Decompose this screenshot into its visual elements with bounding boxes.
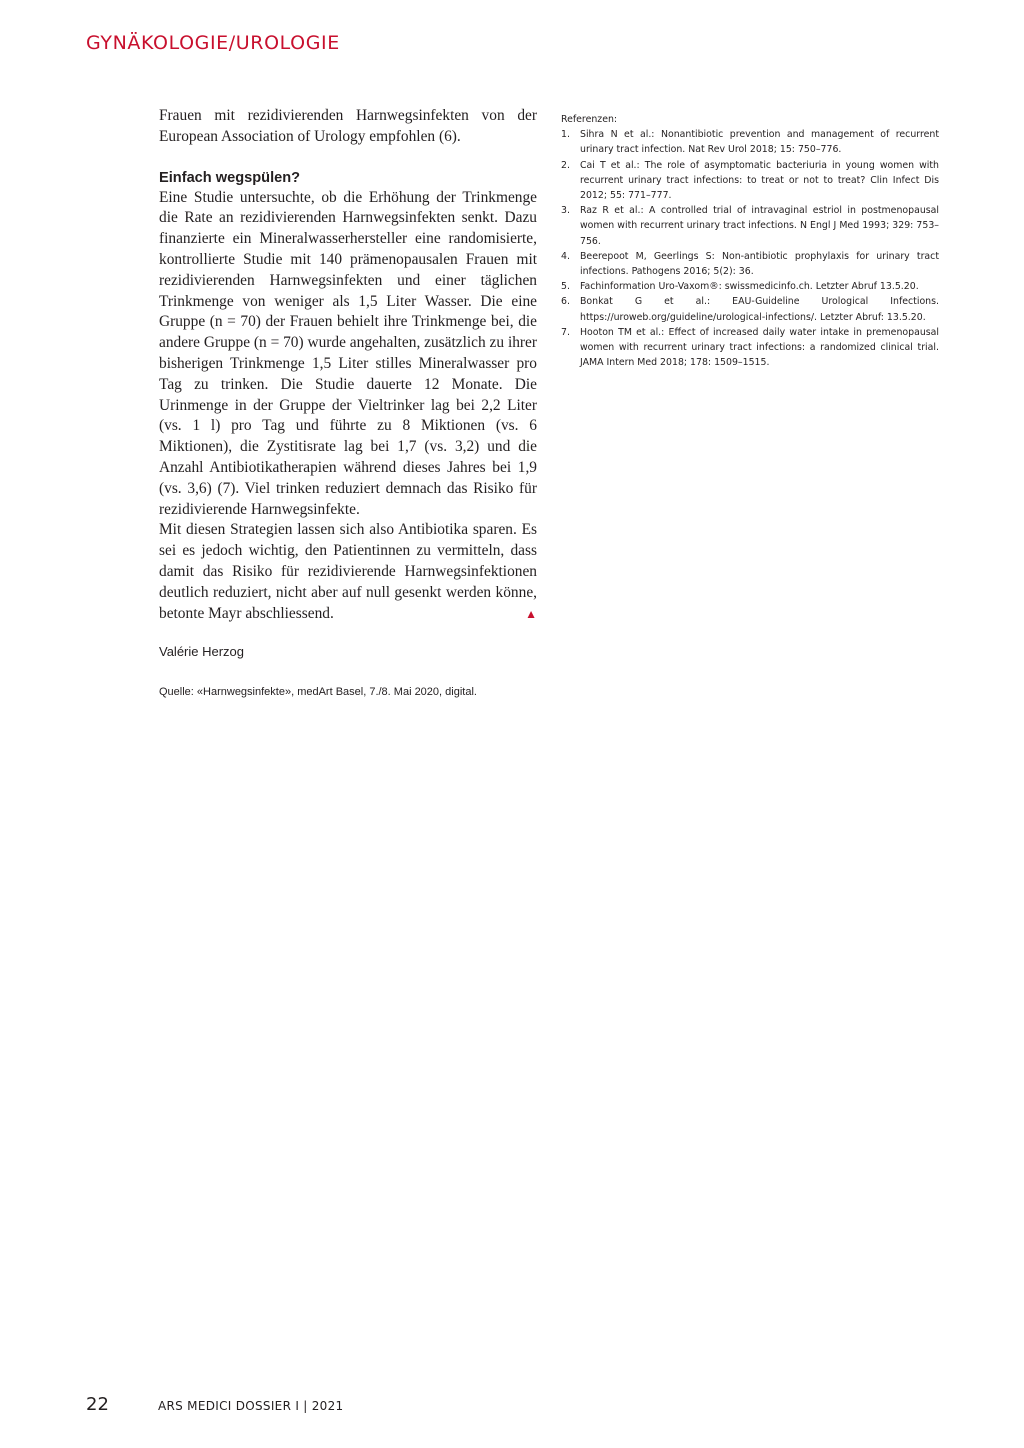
source-note: Quelle: «Harnwegsinfekte», medArt Basel, 7./8. Mai 2020, digital. bbox=[159, 686, 477, 699]
reference-item bbox=[561, 279, 939, 294]
page-number: 22 bbox=[86, 1394, 109, 1415]
reference-text: Fachinformation Uro-Vaxom®: swissmedicinfo.ch. Letzter Abruf 13.5.20. bbox=[580, 281, 919, 293]
reference-number: 1. bbox=[561, 129, 570, 141]
reference-number: 2. bbox=[561, 159, 570, 171]
reference-text: Cai T et al.: The role of asymptomatic bacteriuria in young women with recurrent urinary tract infections: to treat or not to treat? Clin Infect Dis 2012; 55: 771–777. bbox=[580, 159, 939, 202]
reference-item bbox=[561, 249, 939, 279]
reference-number: 6. bbox=[561, 296, 570, 308]
article-subheading: Einfach wegspülen? bbox=[159, 169, 301, 186]
reference-item bbox=[561, 203, 939, 249]
references-list bbox=[561, 127, 939, 370]
end-triangle-icon: ▲ bbox=[525, 606, 537, 621]
article-column bbox=[159, 106, 537, 700]
reference-text: Bonkat G et al.: EAU-Guideline Urological Infections. https://uroweb.org/guideline/urological-infections/. Letzter Abruf: 13.5.20. bbox=[580, 296, 939, 323]
reference-item bbox=[561, 294, 939, 324]
article-paragraph-3-text: Mit diesen Strategien lassen sich also Antibiotika sparen. Es sei es jedoch wichtig, den Patientinnen zu vermitteln, dass damit das Risiko für rezidivierende Harnwegsinfektionen deutlich reduziert, nicht aber auf null gesenkt werden könne, betonte Mayr abschliessend. bbox=[159, 521, 537, 622]
reference-text: Hooton TM et al.: Effect of increased daily water intake in premenopausal women with recurrent urinary tract infections: a randomized clinical trial. JAMA Intern Med 2018; 178: 1509–1515. bbox=[580, 326, 939, 369]
journal-name: ARS MEDICI DOSSIER I | 2021 bbox=[158, 1399, 344, 1413]
references-column bbox=[561, 112, 939, 370]
reference-number: 3. bbox=[561, 205, 570, 217]
author-name: Valérie Herzog bbox=[159, 644, 245, 660]
reference-item bbox=[561, 127, 939, 157]
reference-text: Raz R et al.: A controlled trial of intravaginal estriol in postmenopausal women with recurrent urinary tract infections. N Engl J Med 1993; 329: 753–756. bbox=[580, 205, 939, 247]
page-footer bbox=[86, 1394, 343, 1418]
references-label: Referenzen: bbox=[561, 114, 618, 125]
reference-item bbox=[561, 325, 939, 371]
article-paragraph-1: Frauen mit rezidivierenden Harnwegsinfekten von der European Association of Urology empfohlen (6). bbox=[159, 107, 537, 145]
reference-item bbox=[561, 158, 939, 204]
reference-number: 4. bbox=[561, 250, 570, 262]
reference-number: 7. bbox=[561, 326, 570, 338]
reference-number: 5. bbox=[561, 281, 570, 293]
reference-text: Sihra N et al.: Nonantibiotic prevention and management of recurrent urinary tract infection. Nat Rev Urol 2018; 15: 750–776. bbox=[580, 129, 939, 156]
section-header: GYNÄKOLOGIE/UROLOGIE bbox=[86, 32, 340, 54]
reference-text: Beerepoot M, Geerlings S: Non-antibiotic prophylaxis for urinary tract infections. Pathogens 2016; 5(2): 36. bbox=[580, 250, 939, 278]
article-paragraph-3 bbox=[159, 520, 537, 624]
article-paragraph-2: Eine Studie untersuchte, ob die Erhöhung der Trinkmenge die Rate an rezidivierenden Harnwegsinfekten senkt. Dazu finanzierte ein Mineralwasserhersteller eine randomisierte, kontrollierte Studie mit 140 prämenopausalen Frauen mit rezidivierenden Harnwegsinfekten und einer täglichen Trinkmenge von weniger als 1,5 Liter Wasser. Die eine Gruppe (n = 70) der Frauen behielt ihre Trinkmenge bei, die andere Gruppe (n = 70) wurde angehalten, zusätzlich zu ihrer bisherigen Trinkmenge 1,5 Liter stilles Mineralwasser pro Tag zu trinken. Die Studie dauerte 12 Monate. Die Urinmenge in der Gruppe der Vieltrinker lag bei 2,2 Liter (vs. 1 l) pro Tag und führte zu 8 Miktionen (vs. 6 Miktionen), die Zystitisrate lag bei 1,7 (vs. 3,2) und die Anzahl Antibiotikatherapien während dieses Jahres bei 1,9 (vs. 3,6) (7). Viel trinken reduziert demnach das Risiko für rezidivierende Harnwegsinfekte. bbox=[159, 188, 537, 518]
